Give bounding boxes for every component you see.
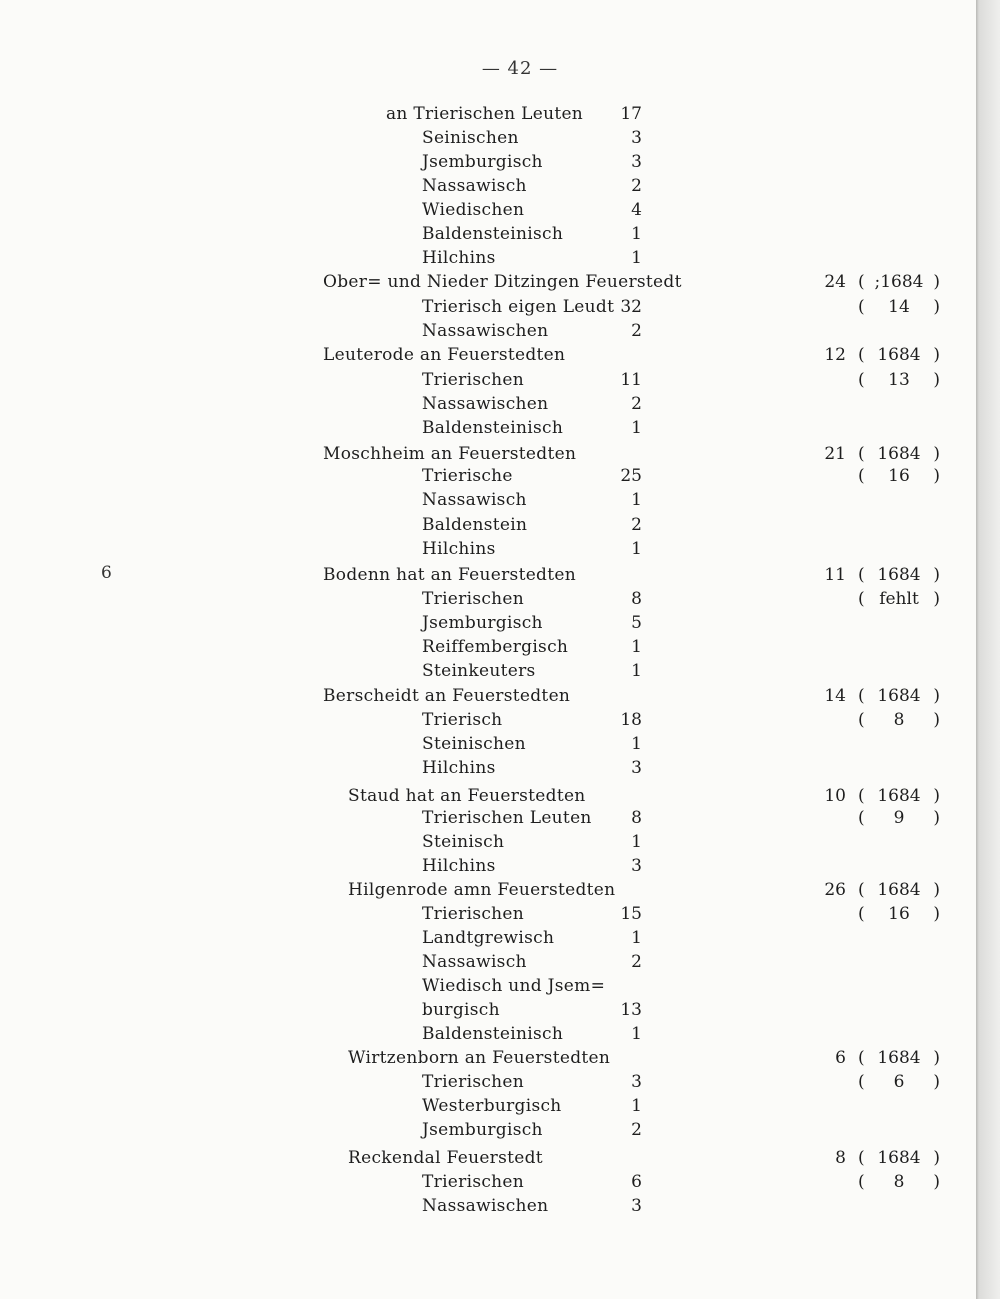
row-label: Hilchins [422,758,496,778]
row-label: Seinischen [422,128,519,148]
row-label: Bodenn hat an Feuerstedten [323,565,576,585]
reference-value: 1684 [877,880,921,900]
table-row-entry [0,1194,976,1218]
row-count: 6 [631,1172,642,1192]
table-row-entry [0,1070,976,1094]
open-paren: ( [858,444,865,464]
close-paren: ) [933,370,940,390]
reference-value: 16 [888,466,910,486]
open-paren: ( [858,565,865,585]
row-count: 18 [620,710,642,730]
row-label: Hilchins [422,856,496,876]
table-row-entry [0,974,976,998]
reference-value: 14 [888,297,910,317]
open-paren: ( [858,345,865,365]
row-label: burgisch [422,1000,500,1020]
table-row-entry [0,854,976,878]
row-count: 32 [620,297,642,317]
open-paren: ( [858,272,865,292]
row-label: an Trierischen Leuten [386,104,584,124]
row-count: 1 [631,539,642,559]
reference-value: 1684 [877,786,921,806]
table-row-entry [0,1022,976,1046]
row-count: 8 [631,589,642,609]
table-row-locality [0,442,976,466]
table-row-locality [0,684,976,708]
open-paren: ( [858,786,865,806]
table-row-entry [0,659,976,683]
reference-value: 1684 [877,444,921,464]
table-row-entry [0,806,976,830]
reference-value: 1684 [877,1148,921,1168]
row-label: Nassawisch [422,176,527,196]
row-label: Wiedischen [422,200,525,220]
row-label: Trierisch eigen Leudt [422,297,615,317]
close-paren: ) [933,345,940,365]
open-paren: ( [858,297,865,317]
row-count: 3 [631,152,642,172]
row-label: Landtgrewisch [422,928,555,948]
reference-value: 16 [888,904,910,924]
row-label: Nassawischen [422,1196,549,1216]
close-paren: ) [933,710,940,730]
table-row-entry [0,732,976,756]
page-number: — 42 — [481,58,559,79]
open-paren: ( [858,589,865,609]
table-row-entry [0,830,976,854]
table-row-entry [0,611,976,635]
row-label: Baldensteinisch [422,1024,564,1044]
reference-value: ;1684 [874,272,924,292]
row-label: Ober= und Nieder Ditzingen Feuerstedt [323,272,682,292]
row-label: Berscheidt an Feuerstedten [323,686,571,706]
open-paren: ( [858,466,865,486]
reference-value: 1684 [877,565,921,585]
row-count: 2 [631,394,642,414]
row-label: Staud hat an Feuerstedten [348,786,586,806]
table-row-entry [0,416,976,440]
row-label: Jsemburgisch [422,613,543,633]
row-count: 2 [631,952,642,972]
table-row-entry [0,756,976,780]
open-paren: ( [858,370,865,390]
close-paren: ) [933,466,940,486]
table-row-entry [0,902,976,926]
table-row-entry [0,102,976,126]
row-count: 2 [631,515,642,535]
row-label: Westerburgisch [422,1096,562,1116]
row-label: Trierischen [422,370,525,390]
row-label: Baldenstein [422,515,528,535]
table-row-entry [0,488,976,512]
close-paren: ) [933,686,940,706]
row-count: 1 [631,224,642,244]
row-count: 2 [631,1120,642,1140]
table-row-entry [0,1094,976,1118]
row-total: 6 [835,1048,846,1068]
table-row-entry [0,368,976,392]
row-count: 13 [620,1000,642,1020]
row-label: Trierischen [422,589,525,609]
row-label: Trierischen [422,904,525,924]
row-total: 14 [824,686,846,706]
row-count: 2 [631,321,642,341]
table-row-entry [0,222,976,246]
reference-value: 1684 [877,345,921,365]
row-label: Baldensteinisch [422,224,564,244]
table-row-entry [0,926,976,950]
row-label: Jsemburgisch [422,1120,543,1140]
table-row-entry [0,998,976,1022]
row-total: 26 [824,880,846,900]
close-paren: ) [933,880,940,900]
margin-note: 6 [101,563,112,583]
row-count: 2 [631,176,642,196]
row-count: 3 [631,128,642,148]
reference-value: 8 [893,1172,905,1192]
open-paren: ( [858,808,865,828]
row-label: Nassawischen [422,321,549,341]
open-paren: ( [858,1148,865,1168]
table-row-locality [0,1046,976,1070]
row-total: 10 [824,786,846,806]
reference-value: 8 [893,710,905,730]
close-paren: ) [933,1072,940,1092]
page-edge-shadow [976,0,1000,1299]
reference-value: 6 [893,1072,905,1092]
row-label: Hilchins [422,539,496,559]
row-label: Wirtzenborn an Feuerstedten [348,1048,611,1068]
close-paren: ) [933,904,940,924]
open-paren: ( [858,686,865,706]
open-paren: ( [858,1072,865,1092]
table-row-entry [0,537,976,561]
row-total: 21 [824,444,846,464]
row-label: Reckendal Feuerstedt [348,1148,543,1168]
row-label: Nassawischen [422,394,549,414]
close-paren: ) [933,565,940,585]
close-paren: ) [933,1048,940,1068]
row-count: 1 [631,1024,642,1044]
open-paren: ( [858,880,865,900]
row-label: Steinischen [422,734,526,754]
row-count: 3 [631,758,642,778]
row-count: 11 [620,370,642,390]
close-paren: ) [933,786,940,806]
row-count: 1 [631,248,642,268]
open-paren: ( [858,1048,865,1068]
reference-value: 1684 [877,1048,921,1068]
row-label: Trierischen [422,1172,525,1192]
row-count: 17 [620,104,642,124]
table-row-entry [0,587,976,611]
table-row-entry [0,1170,976,1194]
row-label: Trierische [422,466,513,486]
row-label: Trierischen Leuten [422,808,592,828]
open-paren: ( [858,710,865,730]
row-label: Trierisch [422,710,503,730]
row-label: Reiffembergisch [422,637,569,657]
row-total: 24 [824,272,846,292]
row-count: 8 [631,808,642,828]
open-paren: ( [858,904,865,924]
table-row-locality [0,343,976,367]
table-row-entry [0,1118,976,1142]
row-label: Hilgenrode amn Feuerstedten [348,880,616,900]
reference-value: fehlt [879,589,919,609]
close-paren: ) [933,297,940,317]
table-row-entry [0,513,976,537]
table-row-entry [0,198,976,222]
row-count: 1 [631,637,642,657]
table-row-locality [0,1146,976,1170]
close-paren: ) [933,272,940,292]
close-paren: ) [933,589,940,609]
table-row-locality [0,563,976,587]
row-count: 1 [631,832,642,852]
table-row-entry [0,464,976,488]
open-paren: ( [858,1172,865,1192]
row-label: Hilchins [422,248,496,268]
row-label: Wiedisch und Jsem= [422,976,606,996]
row-count: 1 [631,661,642,681]
row-count: 1 [631,734,642,754]
row-label: Jsemburgisch [422,152,543,172]
close-paren: ) [933,1148,940,1168]
row-count: 1 [631,490,642,510]
table-row-entry [0,295,976,319]
table-row-entry [0,150,976,174]
reference-value: 1684 [877,686,921,706]
row-label: Steinisch [422,832,505,852]
row-count: 1 [631,418,642,438]
row-label: Moschheim an Feuerstedten [323,444,577,464]
row-count: 25 [620,466,642,486]
table-row-entry [0,246,976,270]
row-count: 5 [631,613,642,633]
row-label: Nassawisch [422,952,527,972]
row-count: 3 [631,1072,642,1092]
row-total: 8 [835,1148,846,1168]
table-row-entry [0,708,976,732]
row-label: Steinkeuters [422,661,536,681]
row-total: 11 [824,565,846,585]
reference-value: 9 [893,808,905,828]
row-count: 4 [631,200,642,220]
row-count: 1 [631,1096,642,1116]
table-row-entry [0,174,976,198]
row-label: Leuterode an Feuerstedten [323,345,566,365]
close-paren: ) [933,1172,940,1192]
row-count: 3 [631,1196,642,1216]
reference-value: 13 [888,370,910,390]
table-row-entry [0,126,976,150]
table-row-entry [0,392,976,416]
row-label: Baldensteinisch [422,418,564,438]
close-paren: ) [933,808,940,828]
row-label: Trierischen [422,1072,525,1092]
row-count: 1 [631,928,642,948]
row-label: Nassawisch [422,490,527,510]
table-row-locality [0,878,976,902]
table-row-locality [0,270,976,294]
row-total: 12 [824,345,846,365]
table-row-entry [0,319,976,343]
close-paren: ) [933,444,940,464]
row-count: 3 [631,856,642,876]
table-row-entry [0,950,976,974]
table-row-locality [0,784,976,808]
row-count: 15 [620,904,642,924]
table-row-entry [0,635,976,659]
